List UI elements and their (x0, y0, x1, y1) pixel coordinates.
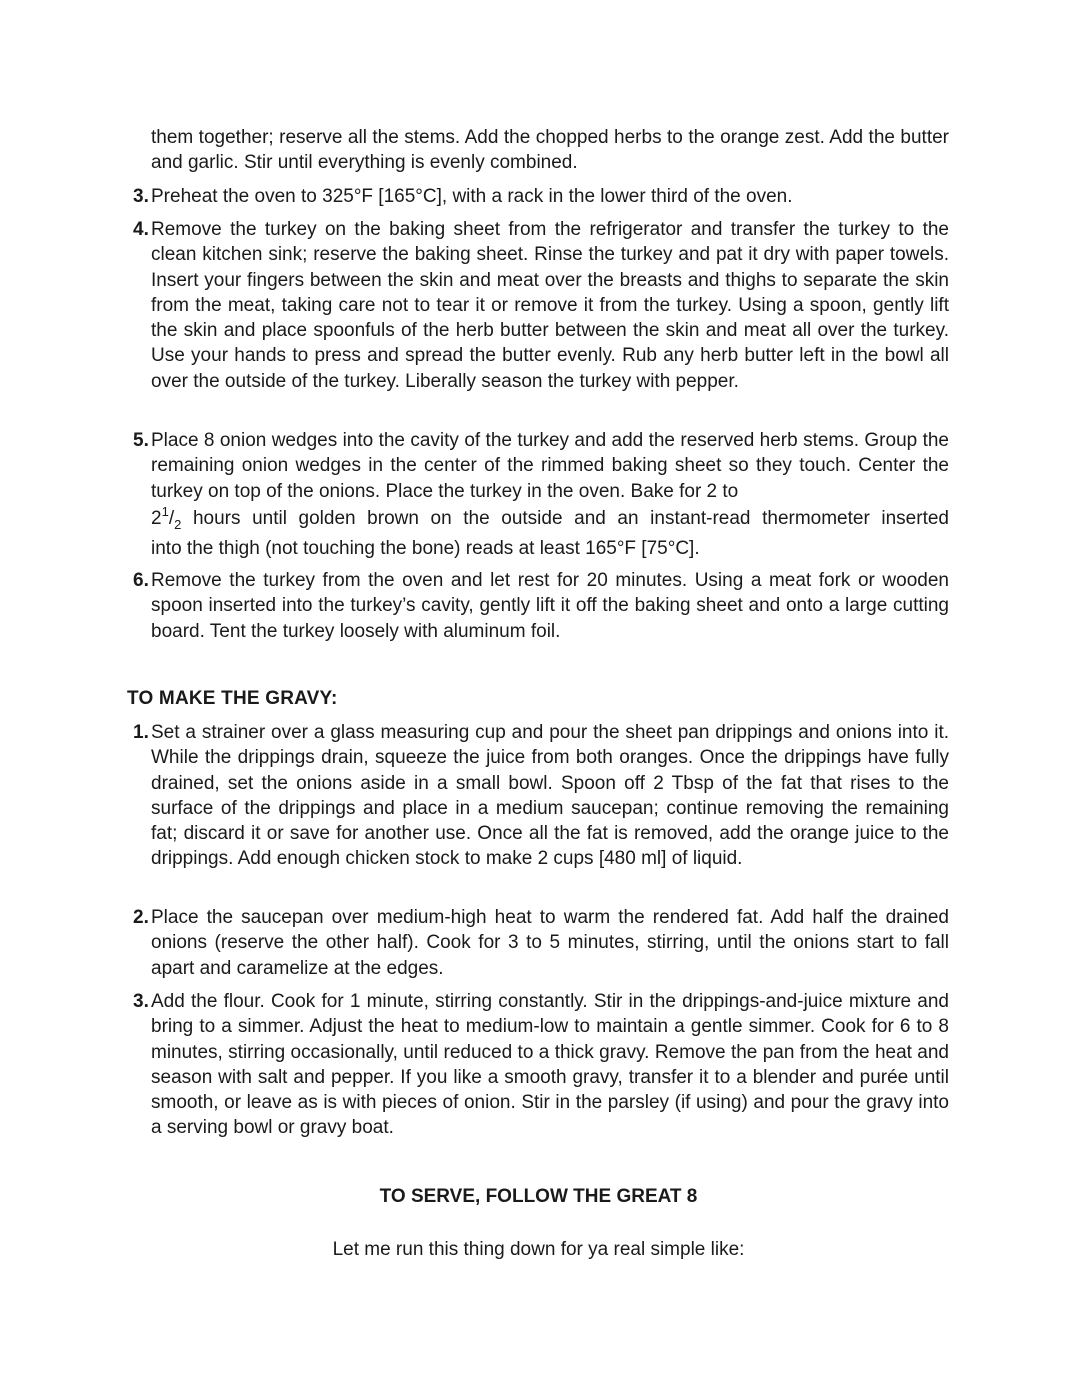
step-2-text: them together; reserve all the stems. Add the chopped herbs to the orange zest. Add the butter and garlic. Stir until everything is evenly combined. (151, 127, 949, 174)
step-number: 5. (133, 430, 149, 451)
serve-intro: Let me run this thing down for ya real simple like: (332, 1239, 745, 1260)
step-2-continued (151, 125, 949, 176)
gravy-step-3 (133, 989, 949, 1141)
step-text: Place 8 onion wedges into the cavity of the turkey and add the reserved herb stems. Group the remaining onion wedges in the center of the rimmed baking sheet so they touch. Center the turkey on top of the onions. Place the turkey in the oven. Bake for 2 to (151, 430, 949, 502)
step-4 (133, 217, 949, 394)
step-text: Remove the turkey on the baking sheet from the refrigerator and transfer the turkey to the clean kitchen sink; reserve the baking sheet. Rinse the turkey and pat it dry with paper towels. Insert your fingers between the skin and meat over the breasts and thighs to separate the skin from the meat, taking care not to tear it or remove it from the turkey. Using a spoon, gently lift the skin and place spoonfuls of the herb butter between the skin and meat all over the turkey. Use your hands to press and spread the butter evenly. Rub any herb butter left in the bowl all over the outside of the turkey. Liberally season the turkey with pepper. (151, 219, 949, 392)
step-text: hours until golden brown on the outside and an instant-read thermometer inserted (192, 508, 949, 529)
gravy-step-2 (133, 905, 949, 981)
step-5-fraction-line (151, 505, 949, 533)
step-number: 4. (133, 219, 149, 240)
gravy-heading: TO MAKE THE GRAVY: (127, 688, 338, 709)
step-text: Set a strainer over a glass measuring cup and pour the sheet pan drippings and onions into it. While the drippings drain, squeeze the juice from both oranges. Once the drippings have fully drained, set the onions aside in a small bowl. Spoon off 2 Tbsp of the fat that rises to the surface of the drippings and place in a medium saucepan; continue removing the remaining fat; discard it or save for another use. Once all the fat is removed, add the orange juice to the drippings. Add enough chicken stock to make 2 cups [480 ml] of liquid. (151, 722, 949, 870)
step-number: 2. (133, 907, 149, 928)
step-number: 6. (133, 570, 149, 591)
step-number: 3. (133, 186, 149, 207)
step-text: Place the saucepan over medium-high heat to warm the rendered fat. Add half the drained onions (reserve the other half). Cook for 3 to 5 minutes, stirring, until the onions start to fall apart and caramelize at the edges. (151, 907, 949, 979)
step-5 (133, 428, 949, 504)
serve-heading: TO SERVE, FOLLOW THE GREAT 8 (379, 1186, 698, 1207)
step-number: 3. (133, 991, 149, 1012)
step-number: 1. (133, 722, 149, 743)
step-text: Remove the turkey from the oven and let rest for 20 minutes. Using a meat fork or wooden spoon inserted into the turkey’s cavity, gently lift it off the baking sheet and onto a large cutting board. Tent the turkey loosely with aluminum foil. (151, 570, 949, 642)
step-text: Add the flour. Cook for 1 minute, stirring constantly. Stir in the drippings-and-juice mixture and bring to a simmer. Adjust the heat to medium-low to maintain a gentle simmer. Cook for 6 to 8 minutes, stirring occasionally, until reduced to a thick gravy. Remove the pan from the heat and season with salt and pepper. If you like a smooth gravy, transfer it to a blender and purée until smooth, or leave as is with pieces of onion. Stir in the parsley (if using) and pour the gravy into a serving bowl or gravy boat. (151, 991, 949, 1139)
step-text: into the thigh (not touching the bone) reads at least 165°F [75°C]. (151, 538, 700, 559)
step-text: Preheat the oven to 325°F [165°C], with a rack in the lower third of the oven. (151, 186, 793, 207)
fraction-two-and-a-half: $2^1/_2$ (151, 504, 182, 532)
gravy-step-1 (133, 720, 949, 872)
step-3 (133, 184, 949, 209)
step-5-last-line (151, 536, 949, 561)
step-6 (133, 568, 949, 644)
